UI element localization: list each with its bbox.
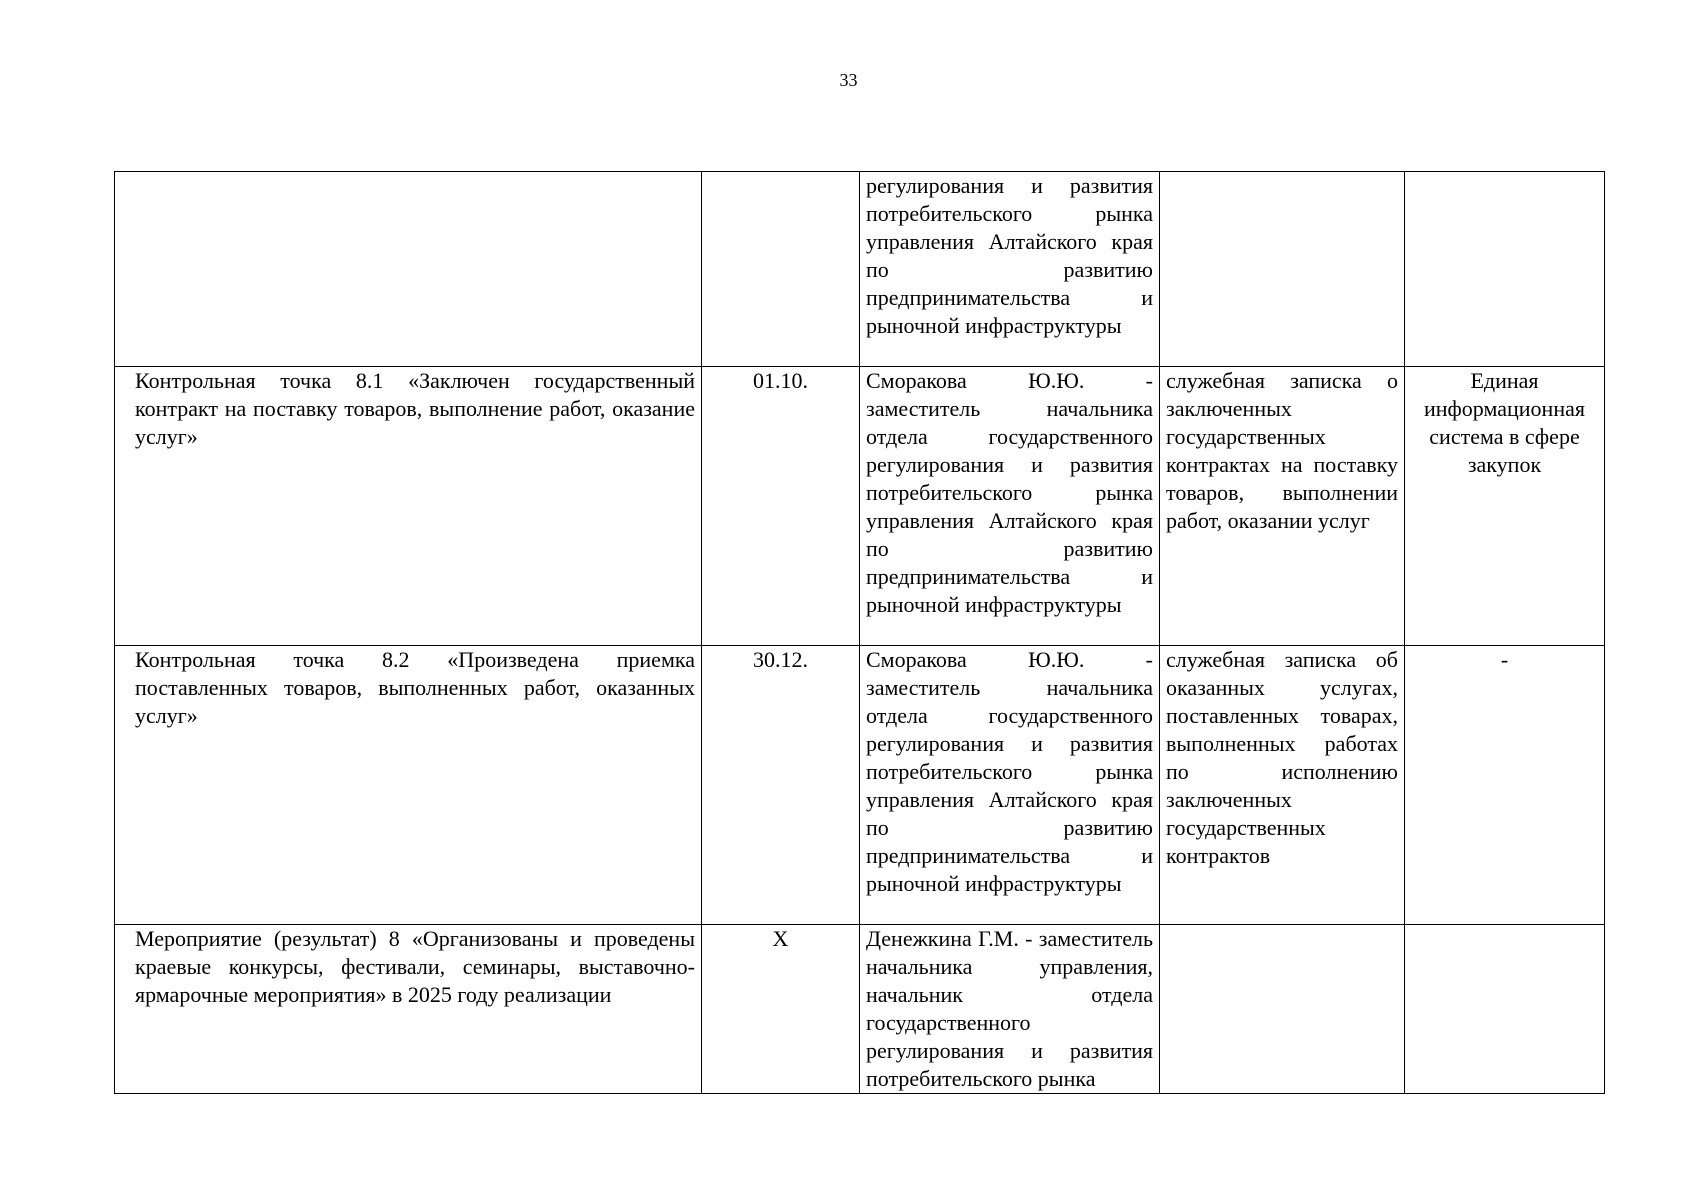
system-cell	[1405, 367, 1605, 646]
table-row	[115, 367, 1605, 646]
date-text: 30.12.	[753, 647, 808, 672]
document-text: служебная записка об оказанных услугах, поставленных товарах, выполненных работах по исполнению заключенных государственных контрактов	[1166, 647, 1398, 868]
activity-text: Контрольная точка 8.2 «Произведена приемка поставленных товаров, выполненных работ, оказанных услуг»	[135, 647, 695, 728]
responsible-cell	[860, 925, 1160, 1094]
responsible-text: Сморакова Ю.Ю. - заместитель начальника отдела государственного регулирования и развития потребительского рынка управления Алтайского края по развитию предпринимательства и рыночной инфраструктуры	[866, 368, 1153, 617]
date-cell	[702, 646, 860, 925]
date-text: X	[772, 926, 789, 951]
document-cell	[1160, 367, 1405, 646]
date-cell	[702, 172, 860, 367]
date-cell	[702, 367, 860, 646]
document-cell	[1160, 925, 1405, 1094]
system-text: -	[1500, 647, 1509, 672]
document-cell	[1160, 646, 1405, 925]
document-cell	[1160, 172, 1405, 367]
responsible-cell	[860, 646, 1160, 925]
system-cell	[1405, 925, 1605, 1094]
activity-text: Мероприятие (результат) 8 «Организованы и проведены краевые конкурсы, фестивали, семинары, выставочно-ярмарочные мероприятия» в 2025 году реализации	[135, 926, 695, 1007]
date-cell	[702, 925, 860, 1094]
activity-cell	[115, 646, 702, 925]
table-row	[115, 925, 1605, 1094]
responsible-cell	[860, 172, 1160, 367]
activity-cell	[115, 367, 702, 646]
responsible-text: регулирования и развития потребительского рынка управления Алтайского края по развитию предпринимательства и рыночной инфраструктуры	[866, 173, 1153, 338]
activity-cell	[115, 925, 702, 1094]
activity-cell	[115, 172, 702, 367]
date-text: 01.10.	[753, 368, 808, 393]
table-row	[115, 646, 1605, 925]
system-cell	[1405, 646, 1605, 925]
page-number: 33	[839, 70, 858, 90]
document-text: служебная записка о заключенных государственных контрактах на поставку товаров, выполнении работ, оказании услуг	[1166, 368, 1398, 533]
system-cell	[1405, 172, 1605, 367]
responsible-text: Денежкина Г.М. - заместитель начальника управления, начальник отдела государственного регулирования и развития потребительского рынка	[866, 926, 1153, 1091]
control-points-table	[114, 171, 1605, 1094]
activity-text: Контрольная точка 8.1 «Заключен государственный контракт на поставку товаров, выполнение работ, оказание услуг»	[135, 368, 695, 449]
system-text: Единая информационная система в сфере закупок	[1424, 368, 1585, 477]
responsible-text: Сморакова Ю.Ю. - заместитель начальника отдела государственного регулирования и развития потребительского рынка управления Алтайского края по развитию предпринимательства и рыночной инфраструктуры	[866, 647, 1153, 896]
responsible-cell	[860, 367, 1160, 646]
table-row	[115, 172, 1605, 367]
